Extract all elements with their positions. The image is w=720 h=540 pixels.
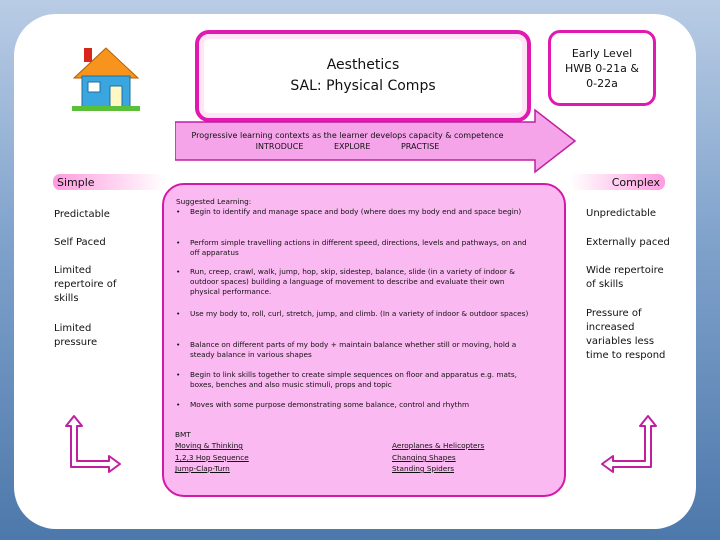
learning-heading: Suggested Learning: (176, 197, 252, 206)
suggested-learning-panel: Suggested Learning: • Begin to identify and manage space and body (where does my body end and space begin) • Perform simple travelling actions in different speed, directions, levels and pathways, on and off apparatus • Run, creep, crawl, walk, jump, hop, skip, sidestep, balance, slide (in a variety of indoor & outdoor spaces) building a language of movement to describe and evaluate their own physical performance. • Use my body to, roll, curl, stretch, jump, and climb. (In a variety of indoor & outdoor spaces) • Balance on different parts of my body + maintain balance whether still or moving, hold a steady balance in various shapes • Begin to link skills together to create simple sequences on floor and apparatus e.g. mats, boxes, benches and also music stimuli, props and topic • Moves with some purpose demonstrating some balance, control and rhythm BMT Moving & Thinking 1,2,3 Hop Sequence Jump-Clap-Turn Aeroplanes & Helicopters Changing Shapes Standing Spiders (162, 183, 566, 497)
stage-labels (175, 141, 520, 152)
left-item: Limited repertoire of skills (54, 265, 117, 304)
activity-link[interactable]: Aeroplanes & Helicopters (392, 441, 485, 450)
simple-header: Simple (53, 174, 165, 190)
progression-caption: Progressive learning contexts as the learner develops capacity & competence (191, 131, 504, 140)
activity-link[interactable]: 1,2,3 Hop Sequence (175, 453, 249, 462)
activity-link[interactable]: Changing Shapes (392, 453, 456, 462)
bmt-label: BMT (175, 430, 191, 439)
corner-arrow-icon (598, 414, 660, 476)
corner-arrow-icon (62, 414, 124, 476)
level-box (548, 30, 656, 106)
right-item: Externally paced (586, 237, 670, 248)
left-item: Self Paced (54, 237, 106, 248)
title-line-2: SAL: Physical Comps (290, 78, 436, 94)
stage-practise: PRACTISE (400, 142, 440, 151)
left-item: Predictable (54, 209, 110, 220)
level-line-2: HWB 0-21a & (565, 61, 639, 75)
activity-link[interactable]: Standing Spiders (392, 464, 455, 473)
left-item: Limited pressure (54, 323, 98, 348)
title-line-1: Aesthetics (326, 57, 400, 73)
activity-link[interactable]: Jump-Clap-Turn (175, 464, 230, 473)
level-line-3: 0-22a (586, 76, 618, 90)
right-item: Unpredictable (586, 208, 656, 219)
stage-introduce: INTRODUCE (255, 142, 304, 151)
activity-link[interactable]: Moving & Thinking (175, 441, 243, 450)
stage-explore: EXPLORE (333, 142, 371, 151)
right-item: Pressure of increased variables less time to respond (586, 308, 666, 361)
arrow-text (175, 130, 520, 152)
house-icon (70, 42, 142, 114)
level-line-1: Early Level (571, 46, 633, 60)
complex-header: Complex (570, 174, 665, 190)
right-item: Wide repertoire of skills (586, 265, 664, 290)
